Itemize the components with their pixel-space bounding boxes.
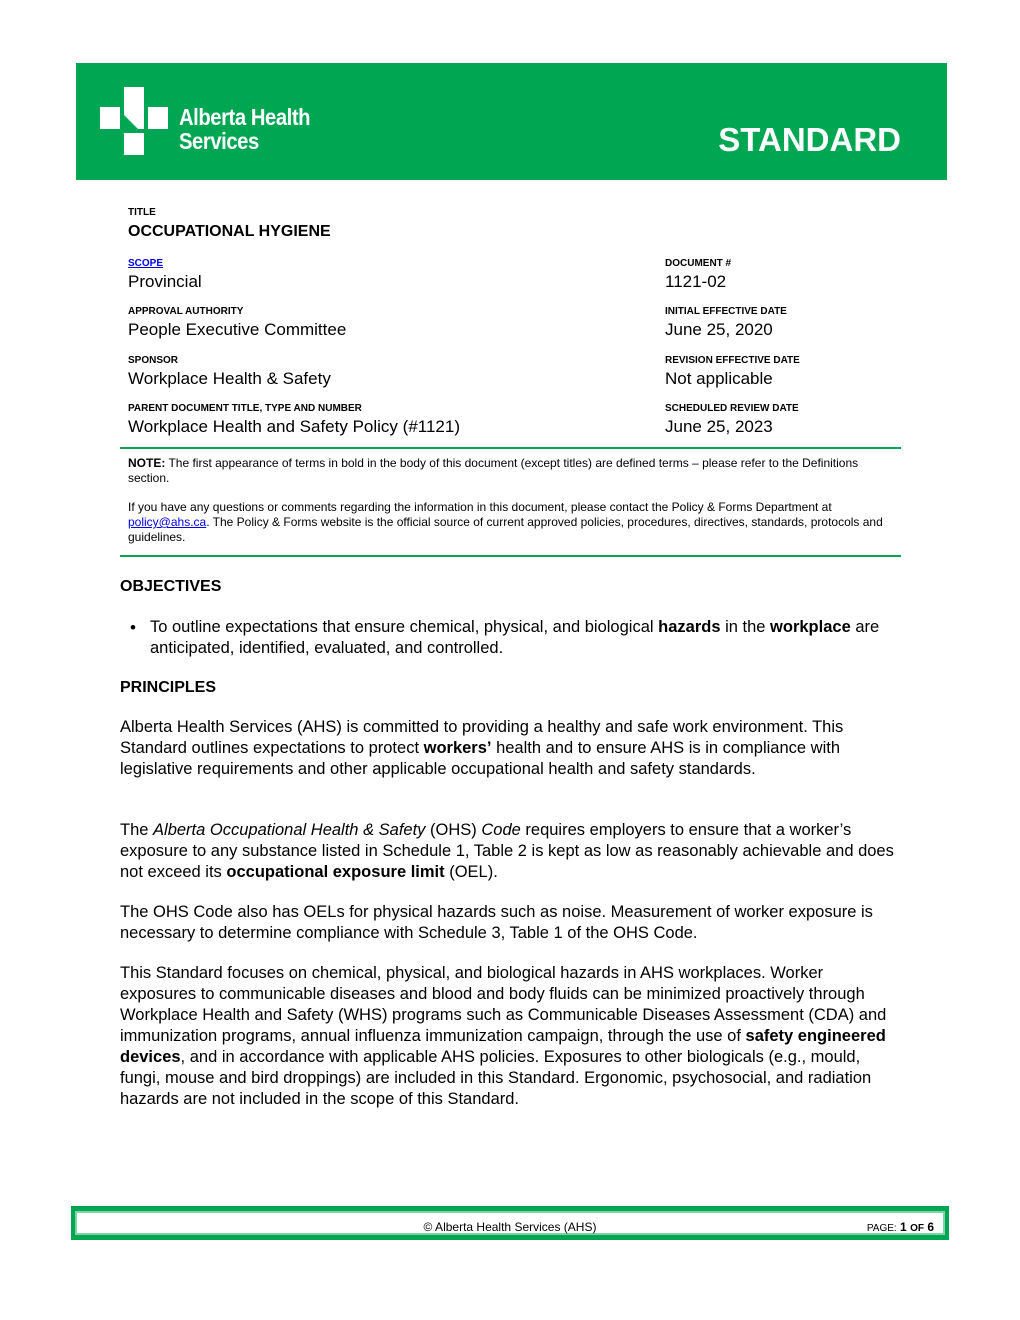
term-workers: workers’	[423, 739, 492, 757]
initial-effective-date-label: INITIAL EFFECTIVE DATE	[665, 306, 787, 317]
document-type: STANDARD	[718, 121, 901, 158]
term-safety-engineered-devices: safety engineered devices	[120, 1027, 886, 1066]
note-text: The first appearance of terms in bold in the body of this document (except titles) are defined terms – please refer to the Definitions section.	[128, 456, 859, 485]
revision-effective-date-field	[665, 355, 1020, 389]
approval-authority-value: People Executive Committee	[128, 320, 347, 339]
term-workplace: workplace	[770, 618, 851, 636]
bullet-icon: •	[130, 618, 136, 637]
scope-value: Provincial	[128, 272, 202, 291]
page-of: OF	[910, 1223, 924, 1234]
contact-email-link[interactable]: policy@ahs.ca	[128, 515, 207, 529]
text-run: To outline expectations that ensure chemical, physical, and biological	[150, 618, 659, 636]
header-banner	[76, 63, 947, 180]
document-number-value: 1121-02	[665, 272, 727, 291]
principles-paragraph-4	[120, 963, 900, 1110]
principles-paragraph-1	[120, 717, 900, 780]
page-number	[867, 1220, 934, 1234]
principles-heading: PRINCIPLES	[120, 679, 217, 696]
code-title: Code	[481, 821, 521, 839]
approval-authority-label: APPROVAL AUTHORITY	[128, 306, 244, 317]
text-run: The	[120, 821, 154, 839]
definitions-note	[128, 456, 898, 486]
term-hazards: hazards	[658, 618, 721, 636]
text-run: in the	[720, 618, 771, 636]
brand-line-1: Alberta Health	[179, 104, 311, 130]
initial-effective-date-field	[665, 306, 1020, 340]
parent-document-field	[128, 403, 628, 437]
scope-link[interactable]: SCOPE	[128, 258, 164, 269]
document-number-label: DOCUMENT #	[665, 258, 732, 269]
title-label: TITLE	[128, 207, 156, 218]
sponsor-value: Workplace Health & Safety	[128, 369, 331, 388]
scheduled-review-date-value: June 25, 2023	[665, 417, 773, 436]
contact-text-2: . The Policy & Forms website is the official source of current approved policies, procedures, directives, standards, protocols and guidelines.	[128, 515, 883, 544]
divider-bottom	[120, 555, 901, 557]
page-footer	[71, 1206, 949, 1240]
text-run: This Standard focuses on chemical, physical, and biological hazards in AHS workplaces. Worker exposures to communicable diseases and blood and body fluids can be minimized proactively through Workplace Health and Safety (WHS) programs such as Communicable Diseases Assessment (CDA) and immunization programs, annual influenza immunization campaign, through the use of	[120, 964, 887, 1045]
objective-item	[150, 617, 890, 659]
footer-frame	[75, 1211, 945, 1235]
text-run: are anticipated, identified, evaluated, and controlled.	[150, 618, 880, 657]
scheduled-review-date-field	[665, 403, 1020, 437]
text-run: , and in accordance with applicable AHS policies. Exposures to other biologicals (e.g., mould, fungi, mouse and bird droppings) are included in this Standard. Ergonomic, psychosocial, and radiation hazards are not included in the scope of this Standard.	[120, 1048, 872, 1108]
text-run: (OEL).	[444, 863, 498, 881]
copyright-text: © Alberta Health Services (AHS)	[423, 1220, 597, 1234]
text-run: (OHS)	[425, 821, 482, 839]
initial-effective-date-value: June 25, 2020	[665, 320, 773, 339]
contact-note	[128, 500, 898, 545]
objectives-heading: OBJECTIVES	[120, 578, 222, 595]
sponsor-label: SPONSOR	[128, 355, 179, 366]
page-label: PAGE:	[866, 1223, 897, 1234]
page-total: 6	[927, 1220, 934, 1234]
page-current: 1	[900, 1220, 907, 1234]
divider-top	[120, 447, 901, 449]
scheduled-review-date-label: SCHEDULED REVIEW DATE	[665, 403, 799, 414]
text-run: requires employers to ensure that a worker’s exposure to any substance listed in Schedule 1, Table 2 is kept as low as reasonably achievable and does not exceed its	[120, 821, 894, 881]
revision-effective-date-value: Not applicable	[665, 369, 773, 388]
parent-document-value: Workplace Health and Safety Policy (#1121)	[128, 417, 460, 436]
parent-document-label: PARENT DOCUMENT TITLE, TYPE AND NUMBER	[128, 403, 362, 414]
brand-line-2: Services	[179, 128, 259, 154]
text-run: health and to ensure AHS is in compliance with legislative requirements and other applicable occupational health and safety standards.	[120, 739, 841, 778]
approval-authority-field	[128, 306, 488, 340]
principles-paragraph-3: The OHS Code also has OELs for physical hazards such as noise. Measurement of worker exposure is necessary to determine compliance with Schedule 3, Table 1 of the OHS Code.	[120, 903, 873, 942]
document-number-field	[665, 258, 1020, 292]
principles-paragraph-2	[120, 820, 900, 883]
ahs-cross-icon	[100, 87, 168, 155]
revision-effective-date-label: REVISION EFFECTIVE DATE	[665, 355, 800, 366]
sponsor-field	[128, 355, 488, 389]
footer-content	[80, 1216, 940, 1234]
ohs-act-title: Alberta Occupational Health & Safety	[153, 821, 426, 839]
scope-field	[128, 258, 488, 292]
document-title: OCCUPATIONAL HYGIENE	[128, 223, 331, 240]
note-prefix: NOTE:	[128, 456, 166, 470]
text-run: Alberta Health Services (AHS) is committed to providing a healthy and safe work environment. This Standard outlines expectations to protect	[120, 718, 844, 757]
contact-text: If you have any questions or comments regarding the information in this document, please contact the Policy & Forms Department at	[128, 500, 832, 514]
ahs-logo	[100, 87, 330, 155]
brand-name	[179, 105, 310, 153]
term-oel: occupational exposure limit	[226, 863, 445, 881]
